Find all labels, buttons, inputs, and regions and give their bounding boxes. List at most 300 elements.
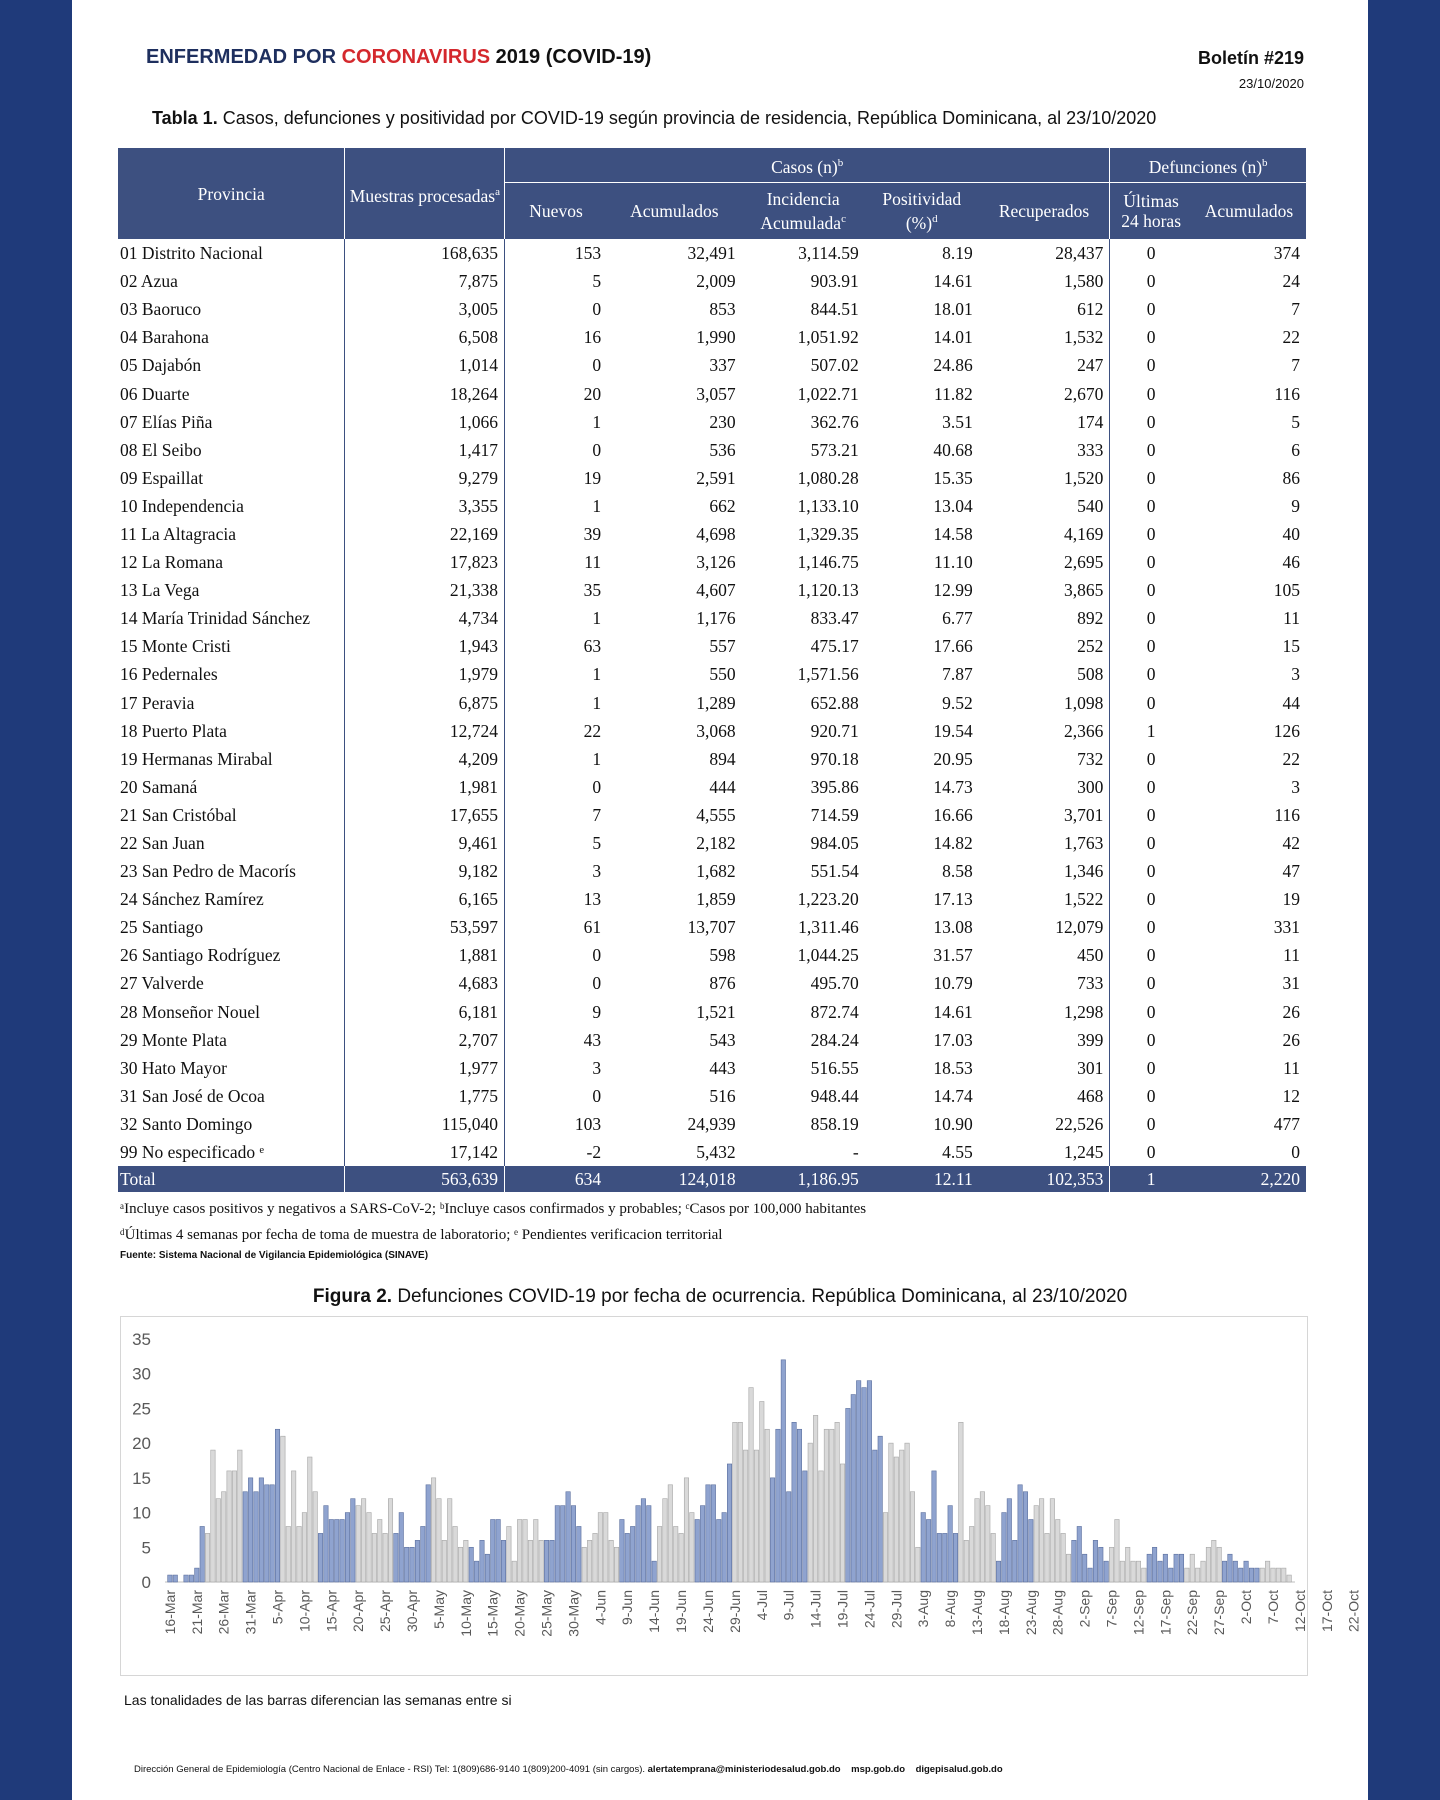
death-bar — [410, 1547, 414, 1582]
death-bar — [318, 1533, 322, 1582]
y-tick-label: 25 — [132, 1399, 151, 1419]
table-cell: 9,182 — [345, 857, 505, 885]
table-cell: 2,707 — [345, 1026, 505, 1054]
death-bar — [657, 1526, 661, 1582]
death-bar — [1222, 1561, 1226, 1582]
table-cell: 2,009 — [696, 271, 736, 292]
table-cell: 7 — [504, 801, 607, 829]
figure-caption — [72, 1286, 1368, 1308]
table-cell: 17,823 — [345, 548, 505, 576]
table-row — [118, 969, 1306, 997]
death-bar — [614, 1547, 618, 1582]
x-tick-label: 4-Jun — [592, 1590, 609, 1626]
table-cell: 3,114.59 — [798, 243, 859, 264]
table-cell: 1,289 — [696, 692, 736, 713]
death-bar — [921, 1513, 925, 1582]
death-bar — [905, 1443, 909, 1582]
table-cell: 31 — [1282, 973, 1300, 994]
table-cell: 14.58 — [933, 523, 973, 544]
header-muestras: Muestras procesadas$^a$ — [345, 148, 505, 239]
table-cell: 0 — [1110, 295, 1192, 323]
table-cell: 115,040 — [345, 1110, 505, 1138]
table-cell: 0 — [1110, 773, 1192, 801]
table-cell: 1,571.56 — [797, 664, 859, 685]
table-cell: 1,329.35 — [797, 523, 859, 544]
table-cell: 1,775 — [345, 1082, 505, 1110]
table-cell: 516 — [709, 1085, 736, 1106]
death-bar — [1002, 1513, 1006, 1582]
table-cell: 40 — [1282, 523, 1300, 544]
table-caption-text: Casos, defunciones y positividad por COVID-19 según provincia de residencia, República Dominicana, al 23/10/2020 — [217, 108, 1157, 128]
table-cell: 468 — [1077, 1085, 1104, 1106]
table-cell: 5 — [1291, 411, 1300, 432]
table-cell: 732 — [1077, 748, 1104, 769]
death-bar — [910, 1492, 914, 1582]
table-cell: -2 — [504, 1138, 607, 1166]
death-bar — [652, 1561, 656, 1582]
table-cell: 362.76 — [810, 411, 859, 432]
death-bar — [964, 1540, 968, 1582]
table-cell: 12.99 — [933, 580, 973, 601]
total-cell: 12.11 — [865, 1166, 979, 1192]
table-cell: 14.61 — [933, 271, 973, 292]
death-bar — [345, 1513, 349, 1582]
table-cell: 2,366 — [1063, 720, 1104, 741]
death-bar — [1066, 1554, 1070, 1582]
table-cell: 0 — [1110, 436, 1192, 464]
death-bar — [1152, 1547, 1156, 1582]
table-cell: 47 — [1282, 861, 1300, 882]
table-cell: 1 — [1110, 717, 1192, 745]
table-cell: 14.61 — [933, 1001, 973, 1022]
table-cell: 8.19 — [942, 243, 973, 264]
table-row — [118, 323, 1306, 351]
table-cell: 4,683 — [345, 969, 505, 997]
death-bar — [442, 1540, 446, 1582]
table-cell: 230 — [709, 411, 736, 432]
death-bar — [808, 1443, 812, 1582]
death-bar — [700, 1506, 704, 1582]
table-row — [118, 885, 1306, 913]
x-tick-label: 13-Aug — [968, 1590, 985, 1636]
death-bar — [361, 1499, 365, 1582]
table-cell: 475.17 — [810, 636, 859, 657]
total-cell: 124,018 — [607, 1166, 742, 1192]
table-cell: 9,461 — [345, 829, 505, 857]
bulletin-page — [72, 0, 1368, 1800]
footnote-line2: ᵈÚltimas 4 semanas por fecha de toma de muestra de laboratorio; ᵉ Pendientes verificacion territorial — [120, 1227, 723, 1243]
table-row — [118, 1082, 1306, 1110]
death-bar — [275, 1429, 279, 1582]
table-cell: 374 — [1273, 243, 1300, 264]
x-tick-label: 24-Jun — [699, 1590, 716, 1633]
table-row — [118, 295, 1306, 323]
table-cell: 844.51 — [810, 299, 859, 320]
death-bar — [1126, 1547, 1130, 1582]
table-row — [118, 801, 1306, 829]
x-tick-label: 30-May — [565, 1590, 582, 1637]
x-tick-label: 18-Aug — [995, 1590, 1012, 1636]
table-cell: 894 — [709, 748, 736, 769]
footer-site-digepi[interactable]: digepisalud.gob.do — [915, 1764, 1003, 1775]
death-bar — [1104, 1561, 1108, 1582]
header-casos-group: Casos $(n)^b$ — [504, 148, 1109, 183]
death-bar — [695, 1520, 699, 1582]
death-bar — [458, 1547, 462, 1582]
table-cell: 0 — [1110, 1026, 1192, 1054]
total-cell: 634 — [504, 1166, 607, 1192]
death-bar — [528, 1540, 532, 1582]
death-bar — [340, 1520, 344, 1582]
death-bar — [674, 1526, 678, 1582]
province-name: 26 Santiago Rodríguez — [120, 945, 281, 966]
table-cell: 1 — [504, 408, 607, 436]
death-bar — [184, 1575, 188, 1582]
death-bar — [308, 1457, 312, 1582]
x-tick-label: 26-Mar — [215, 1590, 232, 1635]
death-bar — [862, 1388, 866, 1582]
province-name: 29 Monte Plata — [120, 1029, 227, 1050]
death-bar — [760, 1401, 764, 1582]
death-bar — [1056, 1520, 1060, 1582]
table-row — [118, 492, 1306, 520]
table-cell: 3,005 — [345, 295, 505, 323]
table-row — [118, 351, 1306, 379]
death-bar — [507, 1526, 511, 1582]
table-cell: 26 — [1282, 1029, 1300, 1050]
table-cell: 0 — [1110, 351, 1192, 379]
death-bar — [1120, 1561, 1124, 1582]
death-bar — [1239, 1568, 1243, 1582]
death-bar — [824, 1429, 828, 1582]
table-cell: 1,977 — [345, 1054, 505, 1082]
table-cell: 331 — [1273, 917, 1300, 938]
death-bar — [1034, 1506, 1038, 1582]
table-cell: 39 — [504, 520, 607, 548]
table-cell: 5,432 — [696, 1142, 736, 1163]
death-bar — [980, 1492, 984, 1582]
province-name: 07 Elías Piña — [120, 411, 213, 432]
header-positividad: Positividad (%)$^d$ — [865, 183, 979, 240]
death-bar — [943, 1533, 947, 1582]
death-bar — [383, 1533, 387, 1582]
death-bar — [404, 1547, 408, 1582]
table-source: Fuente: Sistema Nacional de Vigilancia Epidemiológica (SINAVE) — [120, 1250, 429, 1261]
table-cell: 2,591 — [696, 467, 736, 488]
table-cell: 4,169 — [1063, 523, 1104, 544]
death-bar — [1163, 1554, 1167, 1582]
table-cell: 3,355 — [345, 492, 505, 520]
table-cell: 1,176 — [696, 608, 736, 629]
death-bar — [512, 1561, 516, 1582]
death-bar — [248, 1478, 252, 1582]
death-bar — [577, 1526, 581, 1582]
death-bar — [743, 1450, 747, 1582]
table-cell: 32,491 — [687, 243, 736, 264]
table-cell: 550 — [709, 664, 736, 685]
x-tick-label: 22-Sep — [1184, 1590, 1201, 1636]
table-cell: 920.71 — [810, 720, 859, 741]
table-cell: 0 — [1110, 520, 1192, 548]
death-bar — [717, 1520, 721, 1582]
table-cell: 1,859 — [696, 889, 736, 910]
y-tick-label: 5 — [141, 1538, 151, 1558]
death-bar — [291, 1471, 295, 1582]
table-cell: 853 — [709, 299, 736, 320]
table-cell: 0 — [1110, 239, 1192, 267]
table-cell: 0 — [1110, 1138, 1192, 1166]
death-bar — [598, 1513, 602, 1582]
deaths-chart — [120, 1316, 1362, 1676]
death-bar — [1131, 1561, 1135, 1582]
table-cell: 14.01 — [933, 327, 973, 348]
table-cell: 3 — [504, 1054, 607, 1082]
x-tick-label: 15-May — [484, 1590, 501, 1637]
death-bar — [668, 1485, 672, 1582]
table-cell: 153 — [504, 239, 607, 267]
table-cell: 3,057 — [696, 383, 736, 404]
death-bar — [883, 1513, 887, 1582]
table-row — [118, 239, 1306, 267]
x-tick-label: 12-Sep — [1130, 1590, 1147, 1636]
death-bar — [1115, 1520, 1119, 1582]
province-name: 12 La Romana — [120, 552, 224, 573]
province-name: 24 Sánchez Ramírez — [120, 889, 264, 910]
footer-site-msp[interactable]: msp.gob.do — [851, 1764, 905, 1775]
death-bar — [329, 1520, 333, 1582]
table-cell: 300 — [1077, 776, 1104, 797]
death-bar — [749, 1388, 753, 1582]
table-cell: 652.88 — [810, 692, 859, 713]
province-name: 17 Peravia — [120, 692, 195, 713]
table-cell: 1,311.46 — [798, 917, 859, 938]
x-tick-label: 10-May — [457, 1590, 474, 1637]
death-bar — [1109, 1547, 1113, 1582]
figure-caption-label: Figura 2. — [312, 1286, 393, 1307]
table-cell: 4,734 — [345, 604, 505, 632]
x-tick-label: 25-May — [538, 1590, 555, 1637]
table-cell: 0 — [1110, 408, 1192, 436]
death-bar — [609, 1540, 613, 1582]
death-bar — [200, 1526, 204, 1582]
death-bar — [491, 1520, 495, 1582]
table-cell: 557 — [709, 636, 736, 657]
death-bar — [738, 1422, 742, 1582]
table-cell: 443 — [709, 1057, 736, 1078]
death-bar — [286, 1526, 290, 1582]
table-cell: 3,068 — [696, 720, 736, 741]
x-tick-label: 4-Jul — [753, 1590, 770, 1621]
death-bar — [754, 1450, 758, 1582]
table-cell: 0 — [1110, 632, 1192, 660]
death-bar — [1136, 1561, 1140, 1582]
table-cell: 733 — [1077, 973, 1104, 994]
province-name: 03 Baoruco — [120, 299, 202, 320]
province-name: 28 Monseñor Nouel — [120, 1001, 260, 1022]
table-cell: 9.52 — [942, 692, 973, 713]
death-bar — [372, 1533, 376, 1582]
death-bar — [953, 1533, 957, 1582]
death-bar — [889, 1443, 893, 1582]
death-bar — [1018, 1485, 1022, 1582]
table-cell: 61 — [504, 913, 607, 941]
death-bar — [830, 1429, 834, 1582]
death-bar — [1174, 1554, 1178, 1582]
table-cell: 22 — [504, 717, 607, 745]
death-bar — [1228, 1554, 1232, 1582]
table-cell: 13.04 — [933, 495, 973, 516]
table-cell: 4.55 — [942, 1142, 973, 1163]
table-cell: 598 — [709, 945, 736, 966]
table-cell: 0 — [1291, 1142, 1300, 1163]
footer-email[interactable]: alertatemprana@ministeriodesalud.gob.do — [647, 1764, 841, 1775]
table-cell: 1 — [504, 492, 607, 520]
death-bar — [168, 1575, 172, 1582]
table-cell: 16.66 — [933, 804, 973, 825]
table-cell: 18.01 — [933, 299, 973, 320]
table-cell: 0 — [1110, 689, 1192, 717]
table-cell: 53,597 — [345, 913, 505, 941]
table-cell: 247 — [1077, 355, 1104, 376]
table-row — [118, 604, 1306, 632]
death-bar — [356, 1506, 360, 1582]
table-cell: 1,521 — [696, 1001, 736, 1022]
death-bar — [534, 1520, 538, 1582]
table-cell: 6,181 — [345, 998, 505, 1026]
table-cell: 11.10 — [934, 552, 973, 573]
table-cell: 0 — [1110, 885, 1192, 913]
death-bar — [781, 1360, 785, 1582]
table-cell: 7 — [1291, 355, 1300, 376]
header-defunciones-group: Defunciones $(n)^b$ — [1110, 148, 1306, 183]
death-bar — [647, 1506, 651, 1582]
x-tick-label: 10-Apr — [296, 1590, 313, 1633]
death-bar — [620, 1520, 624, 1582]
table-cell: 46 — [1282, 552, 1300, 573]
death-bar — [1271, 1568, 1275, 1582]
table-cell: 4,698 — [696, 523, 736, 544]
table-row — [118, 689, 1306, 717]
header-ultimas-24h: Últimas 24 horas — [1110, 183, 1192, 240]
x-tick-label: 20-Apr — [350, 1590, 367, 1633]
header-incidencia: Incidencia Acumulada$^c$ — [742, 183, 865, 240]
death-bar — [1212, 1540, 1216, 1582]
table-footnotes — [120, 1196, 866, 1248]
death-bar — [819, 1471, 823, 1582]
x-tick-label: 2-Sep — [1076, 1590, 1093, 1628]
death-bar — [1282, 1568, 1286, 1582]
table-cell: 0 — [1110, 464, 1192, 492]
death-bar — [388, 1499, 392, 1582]
table-cell: 12 — [1282, 1085, 1300, 1106]
table-cell: 174 — [1077, 411, 1104, 432]
table-cell: 903.91 — [810, 271, 859, 292]
table-cell: 22,526 — [1055, 1113, 1104, 1134]
x-tick-label: 5-May — [430, 1590, 447, 1629]
table-cell: 9 — [504, 998, 607, 1026]
province-name: 23 San Pedro de Macorís — [120, 861, 296, 882]
death-bar — [878, 1436, 882, 1582]
death-bar — [787, 1492, 791, 1582]
y-tick-label: 10 — [132, 1503, 151, 1523]
table-cell: 0 — [1110, 1054, 1192, 1082]
province-name: 30 Hato Mayor — [120, 1057, 227, 1078]
header-nuevos: Nuevos — [504, 183, 607, 240]
table-cell: 105 — [1273, 580, 1300, 601]
province-name: 08 El Seibo — [120, 439, 202, 460]
death-bar — [173, 1575, 177, 1582]
table-cell: 126 — [1273, 720, 1300, 741]
death-bar — [991, 1533, 995, 1582]
table-cell: 14.73 — [933, 776, 973, 797]
death-bar — [453, 1526, 457, 1582]
total-cell: 563,639 — [345, 1166, 505, 1192]
x-tick-label: 25-Apr — [377, 1590, 394, 1633]
table-cell: 9 — [1291, 495, 1300, 516]
table-cell: 17.13 — [933, 889, 973, 910]
table-cell: 12,724 — [345, 717, 505, 745]
death-bar — [733, 1422, 737, 1582]
death-bar — [969, 1526, 973, 1582]
table-cell: 516.55 — [810, 1057, 859, 1078]
death-bar — [1045, 1533, 1049, 1582]
table-row — [118, 548, 1306, 576]
title-coronavirus: CORONAVIRUS — [341, 46, 491, 68]
death-bar — [1142, 1568, 1146, 1582]
death-bar — [679, 1533, 683, 1582]
table-cell: 1 — [504, 745, 607, 773]
x-tick-label: 9-Jun — [619, 1590, 636, 1626]
death-bar — [335, 1520, 339, 1582]
table-row — [118, 829, 1306, 857]
table-cell: 0 — [1110, 801, 1192, 829]
x-tick-label: 20-May — [511, 1590, 528, 1637]
total-cell: 2,220 — [1192, 1166, 1306, 1192]
death-bar — [722, 1513, 726, 1582]
table-cell: 573.21 — [810, 439, 859, 460]
death-bar — [431, 1478, 435, 1582]
death-bar — [1099, 1547, 1103, 1582]
table-row — [118, 436, 1306, 464]
death-bar — [571, 1506, 575, 1582]
death-bar — [1260, 1568, 1264, 1582]
table-cell: 17,142 — [345, 1138, 505, 1166]
total-cell: 1,186.95 — [742, 1166, 865, 1192]
table-cell: 1,146.75 — [797, 552, 859, 573]
death-bar — [856, 1381, 860, 1582]
province-name: 05 Dajabón — [120, 355, 202, 376]
death-bar — [211, 1450, 215, 1582]
x-tick-label: 23-Aug — [1022, 1590, 1039, 1636]
death-bar — [851, 1395, 855, 1582]
table-cell: 1,682 — [696, 861, 736, 882]
death-bar — [399, 1513, 403, 1582]
x-tick-label: 30-Apr — [403, 1590, 420, 1633]
death-bar — [948, 1506, 952, 1582]
table-cell: 892 — [1077, 608, 1104, 629]
table-cell: 0 — [504, 1082, 607, 1110]
table-cell: 20 — [504, 379, 607, 407]
table-cell: - — [852, 1142, 859, 1163]
table-row — [118, 941, 1306, 969]
x-tick-label: 8-Aug — [942, 1590, 959, 1628]
death-bar — [587, 1540, 591, 1582]
table-cell: 543 — [709, 1029, 736, 1050]
table-cell: 540 — [1077, 495, 1104, 516]
table-cell: 6,508 — [345, 323, 505, 351]
table-cell: 15.35 — [933, 467, 973, 488]
death-bar — [1244, 1561, 1248, 1582]
